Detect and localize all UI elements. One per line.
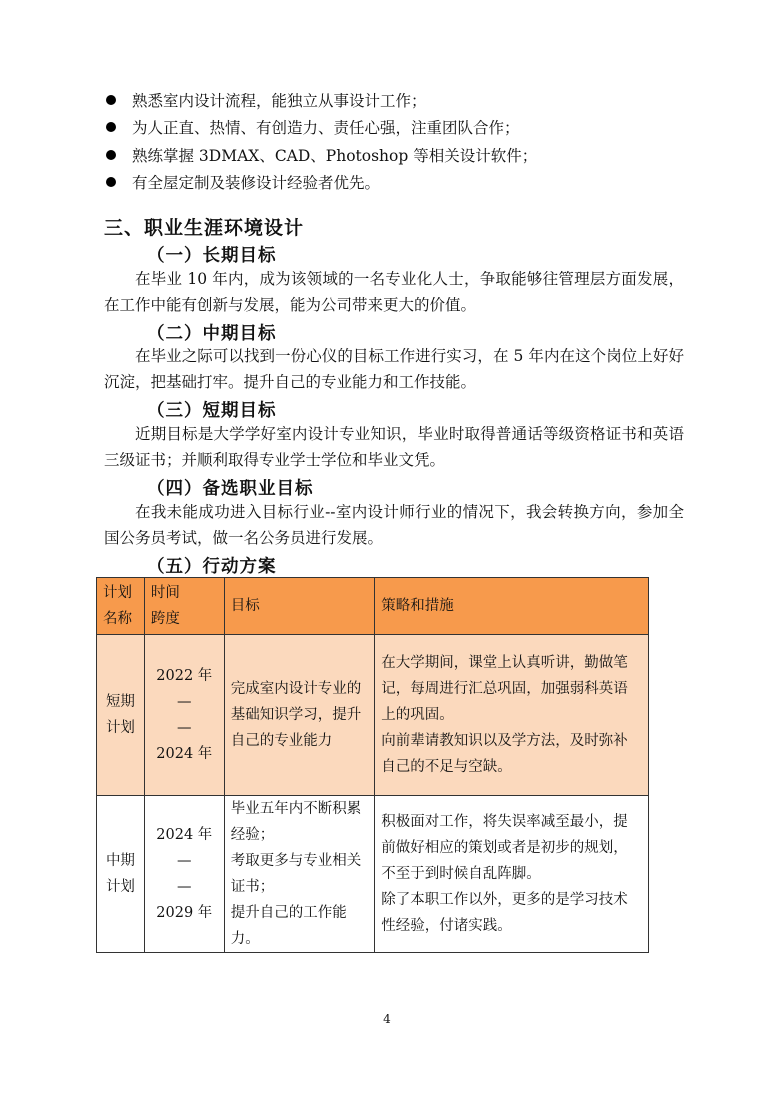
list-item: 熟悉室内设计流程，能独立从事设计工作； xyxy=(106,86,686,114)
bullet-icon xyxy=(106,95,116,105)
paragraph: 在毕业 10 年内，成为该领域的一名专业化人士，争取能够往管理层方面发展，在工作中能有创新与发展，能为公司带来更大的价值。 xyxy=(104,270,684,314)
action-plan-table xyxy=(96,577,649,953)
subsection-title: （一）长期目标 xyxy=(147,246,277,266)
header-cell: 时间 跨度 xyxy=(144,578,224,635)
plan-name-cell: 短期 计划 xyxy=(97,635,145,796)
strategy-cell: 在大学期间，课堂上认真听讲，勤做笔记，每周进行汇总巩固，加强弱科英语上的巩固。 向前辈请教知识以及学方法，及时弥补自己的不足与空缺。 xyxy=(375,635,649,796)
subsection-title: （五）行动方案 xyxy=(147,557,277,577)
paragraph: 在毕业之际可以找到一份心仪的目标工作进行实习，在 5 年内在这个岗位上好好沉淀，把基础打牢。提升自己的专业能力和工作技能。 xyxy=(104,347,684,391)
list-item: 有全屋定制及装修设计经验者优先。 xyxy=(106,169,686,197)
bullet-icon xyxy=(106,177,116,187)
table-row xyxy=(97,796,649,953)
header-cell: 计划 名称 xyxy=(97,578,145,635)
time-span-cell: 2024 年— — 2029 年 xyxy=(144,796,224,953)
page-number: 4 xyxy=(383,1012,391,1026)
section-title: 三、职业生涯环境设计 xyxy=(104,217,305,239)
subsection-title: （四）备选职业目标 xyxy=(147,479,314,499)
time-span-cell: 2022 年— — 2024 年 xyxy=(144,635,224,796)
paragraph: 在我未能成功进入目标行业--室内设计师行业的情况下，我会转换方向，参加全国公务员考试，做一名公务员进行发展。 xyxy=(104,503,684,547)
subsection-title: （二）中期目标 xyxy=(147,324,277,344)
requirements-list xyxy=(106,86,686,196)
bullet-icon xyxy=(106,122,116,132)
bullet-icon xyxy=(106,150,116,160)
table-row xyxy=(97,635,649,796)
paragraph: 近期目标是大学学好室内设计专业知识，毕业时取得普通话等级资格证书和英语三级证书；并顺利取得专业学士学位和毕业文凭。 xyxy=(104,425,684,469)
strategy-cell: 积极面对工作，将失误率减至最小，提前做好相应的策划或者是初步的规划，不至于到时候自乱阵脚。 除了本职工作以外，更多的是学习技术性经验，付诸实践。 xyxy=(375,796,649,953)
goal-cell: 完成室内设计专业的基础知识学习，提升自己的专业能力 xyxy=(224,635,375,796)
list-item: 熟练掌握 3DMAX、CAD、Photoshop 等相关设计软件； xyxy=(106,141,686,169)
subsection-title: （三）短期目标 xyxy=(147,401,277,421)
plan-name-cell: 中期 计划 xyxy=(97,796,145,953)
header-cell: 策略和措施 xyxy=(375,578,649,635)
list-item: 为人正直、热情、有创造力、责任心强，注重团队合作； xyxy=(106,114,686,142)
header-cell: 目标 xyxy=(224,578,375,635)
goal-cell: 毕业五年内不断积累经验； 考取更多与专业相关证书； 提升自己的工作能力。 xyxy=(224,796,375,953)
table-header-row xyxy=(97,578,649,635)
